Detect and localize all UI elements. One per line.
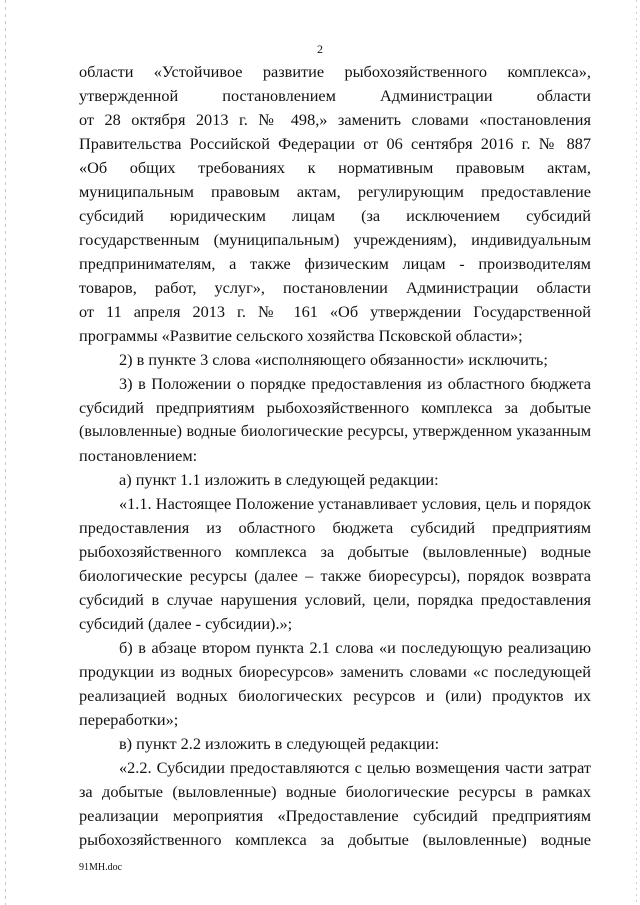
text-line: реализацией водных биологических ресурсов и (или) продуктов их: [79, 686, 591, 705]
text-line: Правительства Российской Федерации от 06 сентября 2016 г. № 887: [79, 134, 591, 153]
text-line: муниципальным правовым актам, регулирующим предоставление: [79, 182, 591, 201]
text-line: постановлением:: [79, 446, 198, 465]
file-name-footer: 91МН.doc: [79, 862, 123, 873]
text-line: предпринимателям, а также физическим лицам - производителям: [79, 254, 591, 273]
scan-edge-left: [5, 0, 6, 905]
text-line: 2) в пункте 3 слова «исполняющего обязанности» исключить;: [119, 350, 548, 369]
text-line: субсидий предприятиям рыбохозяйственного комплекса за добытые: [79, 398, 591, 417]
text-line: а) пункт 1.1 изложить в следующей редакции:: [119, 470, 439, 489]
text-line: 3) в Положении о порядке предоставления из областного бюджета: [119, 374, 591, 393]
text-line: области «Устойчивое развитие рыбохозяйственного комплекса»,: [79, 62, 591, 81]
text-line: товаров, работ, услуг», постановлении Администрации области: [79, 278, 591, 297]
text-line: субсидий в случае нарушения условий, цели, порядка предоставления: [79, 590, 591, 609]
text-line: переработки»;: [79, 710, 179, 729]
text-line: продукции из водных биоресурсов» заменить словами «с последующей: [79, 662, 591, 681]
text-line: утвержденной постановлением Администрации области: [79, 86, 591, 105]
text-line: за добытые (выловленные) водные биологические ресурсы в рамках: [79, 782, 591, 801]
text-line: биологические ресурсы (далее – также биоресурсы), порядок возврата: [79, 566, 591, 585]
text-line: б) в абзаце втором пункта 2.1 слова «и последующую реализацию: [119, 638, 591, 657]
document-body: [79, 60, 591, 852]
text-line: «2.2. Субсидии предоставляются с целью возмещения части затрат: [119, 758, 591, 777]
text-line: рыбохозяйственного комплекса за добытые (выловленные) водные: [79, 542, 591, 561]
text-line: от 11 апреля 2013 г. № 161 «Об утверждении Государственной: [79, 302, 591, 321]
text-line: от 28 октября 2013 г. № 498,» заменить словами «постановления: [79, 110, 591, 129]
text-line: в) пункт 2.2 изложить в следующей редакции:: [119, 734, 440, 753]
scan-edge-right: [636, 0, 637, 905]
text-line: (выловленные) водные биологические ресурсы, утвержденном указанным: [79, 423, 591, 440]
text-line: субсидий (далее - субсидии).»;: [79, 614, 293, 633]
text-line: государственным (муниципальным) учреждениям), индивидуальным: [79, 230, 591, 249]
text-line: «1.1. Настоящее Положение устанавливает условия, цель и порядок: [119, 494, 591, 513]
text-line: субсидий юридическим лицам (за исключением субсидий: [79, 206, 591, 225]
text-line: реализации мероприятия «Предоставление субсидий предприятиям: [79, 806, 591, 825]
text-line: предоставления из областного бюджета субсидий предприятиям: [79, 518, 591, 537]
text-line: «Об общих требованиях к нормативным правовым актам,: [79, 158, 591, 177]
text-line: программы «Развитие сельского хозяйства Псковской области»;: [79, 326, 523, 345]
page-number: 2: [317, 42, 323, 56]
text-line: рыбохозяйственного комплекса за добытые (выловленные) водные: [79, 830, 591, 849]
